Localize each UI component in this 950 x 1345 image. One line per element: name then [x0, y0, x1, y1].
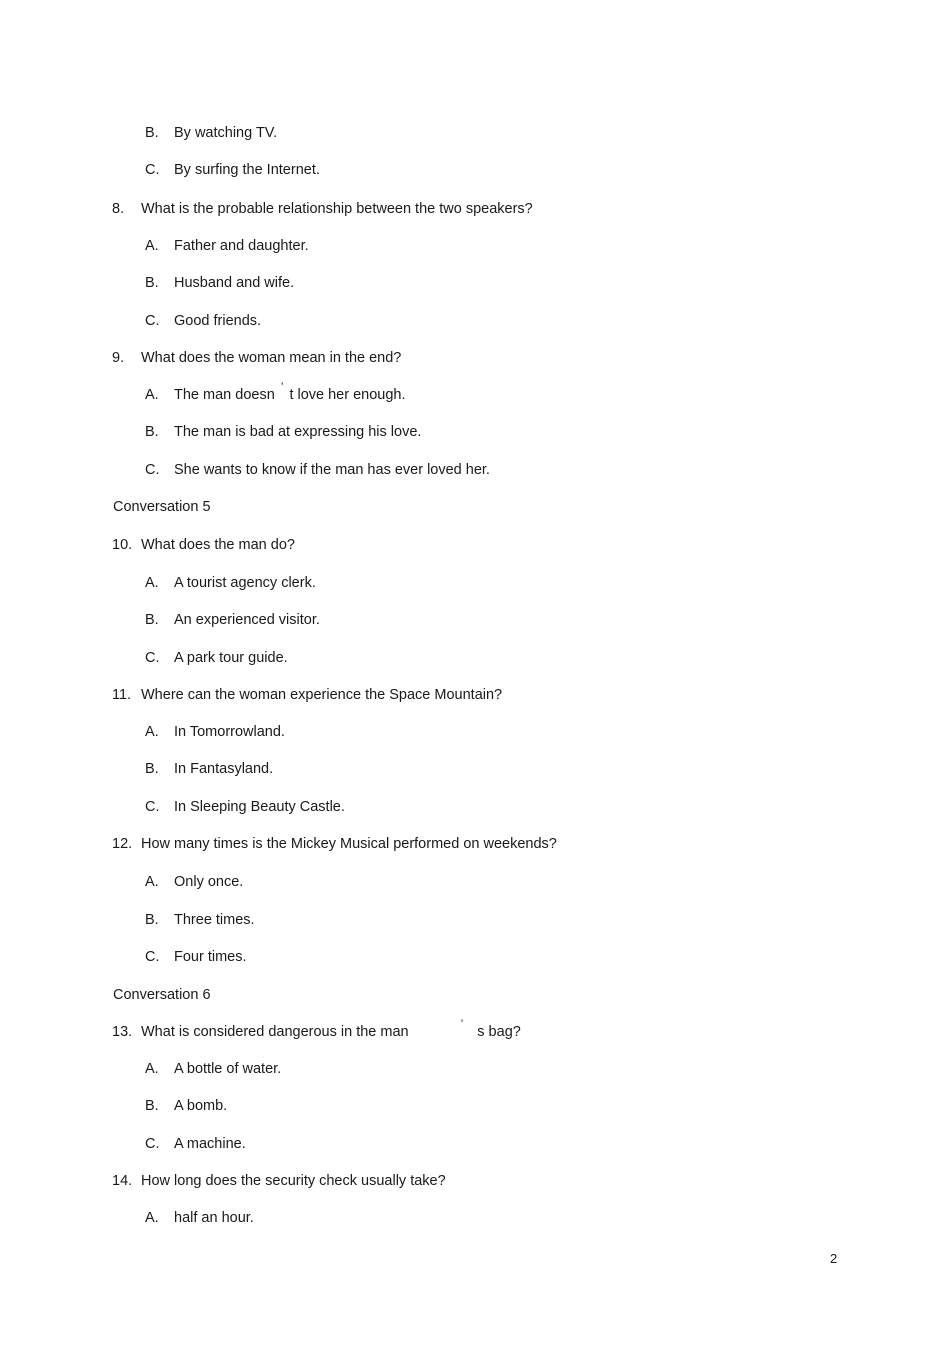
option-label: C.: [145, 162, 160, 178]
question-text: How long does the security check usually take?: [141, 1173, 446, 1189]
question-text: What does the man do?: [141, 537, 295, 553]
option-text: She wants to know if the man has ever loved her.: [174, 462, 490, 478]
option-text: Three times.: [174, 912, 255, 928]
option-text: In Sleeping Beauty Castle.: [174, 799, 345, 815]
option-label: A.: [145, 1061, 159, 1077]
option-label: B.: [145, 612, 159, 628]
text-before-apostrophe: What is considered dangerous in the man: [141, 1024, 409, 1040]
question-number: 14.: [112, 1173, 133, 1189]
question-text: [141, 1017, 521, 1041]
option-text: A machine.: [174, 1136, 246, 1152]
option-text: The man is bad at expressing his love.: [174, 424, 422, 440]
question-number: 10.: [112, 537, 133, 553]
option-label: C.: [145, 313, 160, 329]
option-text: A tourist agency clerk.: [174, 575, 316, 591]
option-label: C.: [145, 1136, 160, 1152]
question-text: What is the probable relationship between the two speakers?: [141, 201, 533, 217]
option-text: A bottle of water.: [174, 1061, 282, 1077]
option-label: A.: [145, 874, 159, 890]
option-label: C.: [145, 949, 160, 965]
option-label: C.: [145, 650, 160, 666]
question-number: 12.: [112, 836, 133, 852]
option-label: A.: [145, 387, 159, 403]
section-heading: Conversation 5: [113, 499, 211, 515]
page-number: 2: [830, 1251, 838, 1266]
question-text: Where can the woman experience the Space Mountain?: [141, 687, 503, 703]
option-text: A park tour guide.: [174, 650, 288, 666]
apostrophe: ’: [280, 380, 284, 394]
option-label: B.: [145, 275, 159, 291]
option-text: Good friends.: [174, 313, 262, 329]
option-label: C.: [145, 799, 160, 815]
option-label: B.: [145, 761, 159, 777]
option-text: Only once.: [174, 874, 244, 890]
text-before-apostrophe: The man doesn: [174, 387, 275, 403]
option-text: An experienced visitor.: [174, 612, 320, 628]
question-number: 9.: [112, 350, 125, 366]
question-text: How many times is the Mickey Musical performed on weekends?: [141, 836, 557, 852]
option-label: A.: [145, 1210, 159, 1226]
option-text: Four times.: [174, 949, 247, 965]
option-label: B.: [145, 912, 159, 928]
question-number: 8.: [112, 201, 125, 217]
option-text: Husband and wife.: [174, 275, 295, 291]
text-after-apostrophe: t love her enough.: [289, 387, 406, 403]
question-number: 11.: [112, 687, 132, 703]
question-text: What does the woman mean in the end?: [141, 350, 402, 366]
option-text: In Fantasyland.: [174, 761, 274, 777]
option-text: In Tomorrowland.: [174, 724, 285, 740]
option-text: By watching TV.: [174, 125, 278, 141]
option-label: B.: [145, 125, 159, 141]
option-label: B.: [145, 1098, 159, 1114]
option-label: B.: [145, 424, 159, 440]
question-number: 13.: [112, 1024, 133, 1040]
option-text: [174, 380, 406, 404]
apostrophe: ’: [460, 1017, 464, 1031]
option-label: C.: [145, 462, 160, 478]
option-text: A bomb.: [174, 1098, 228, 1114]
text-after-apostrophe: s bag?: [477, 1024, 521, 1040]
option-label: A.: [145, 238, 159, 254]
section-heading: Conversation 6: [113, 987, 211, 1003]
option-label: A.: [145, 575, 159, 591]
option-text: By surfing the Internet.: [174, 162, 320, 178]
option-text: Father and daughter.: [174, 238, 309, 254]
option-label: A.: [145, 724, 159, 740]
option-text: half an hour.: [174, 1210, 254, 1226]
